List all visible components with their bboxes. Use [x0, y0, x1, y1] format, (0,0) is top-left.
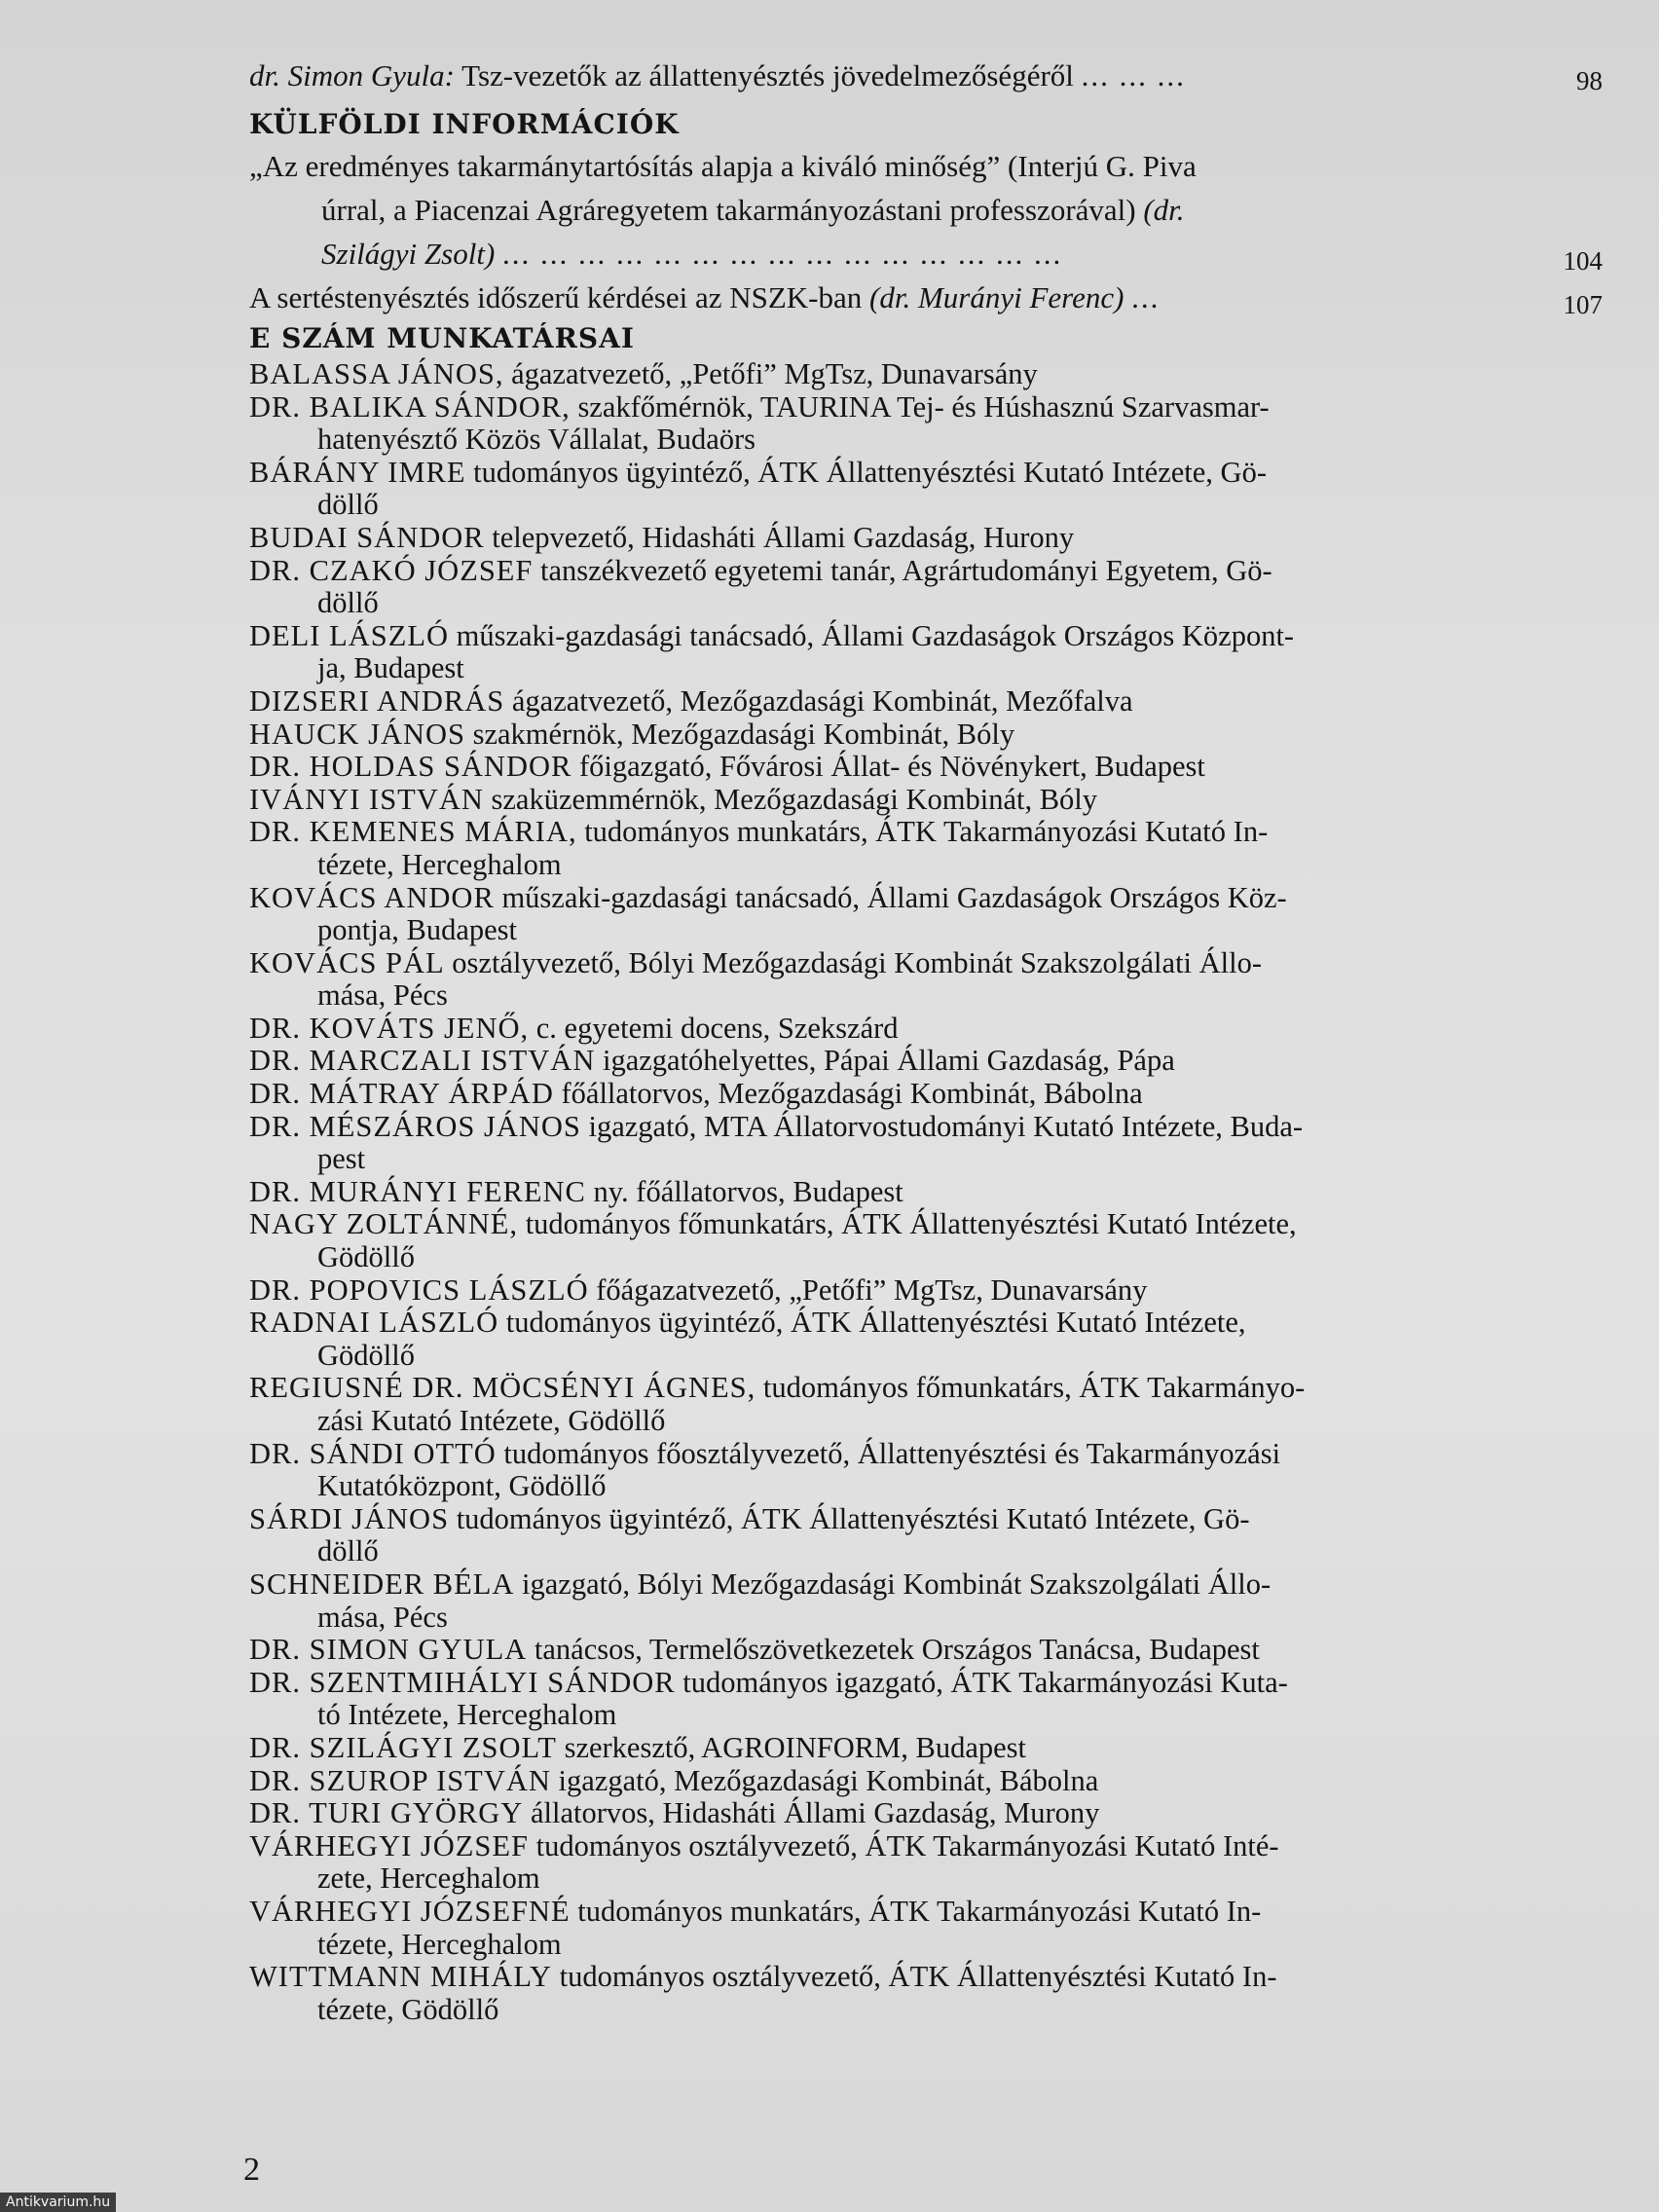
contributor-entry	[249, 1013, 1603, 1046]
contributor-name: DR. HOLDAS SÁNDOR	[249, 750, 572, 784]
contributor-name: DR. SÁNDI OTTÓ	[249, 1436, 497, 1470]
contributor-description: ágazatvezető, Mezőgazdasági Kombinát, Mezőfalva	[511, 683, 1133, 718]
contributor-name: KOVÁCS ANDOR	[249, 880, 495, 914]
contributor-line	[249, 1208, 1603, 1241]
section-heading-foreign: KÜLFÖLDI INFORMÁCIÓK	[249, 108, 680, 140]
contributor-description: főigazgató, Fővárosi Állat- és Növénykert, Budapest	[578, 750, 1205, 784]
contributor-name: VÁRHEGYI JÓZSEF	[249, 1828, 529, 1862]
contributor-entry	[249, 1045, 1603, 1078]
contributor-entry	[249, 1732, 1603, 1765]
toc-entry-interview-line2	[249, 188, 1603, 232]
contributor-entry	[249, 522, 1603, 555]
toc-entry-interview-line1	[249, 144, 1603, 188]
contributor-entry	[249, 1797, 1603, 1830]
contributor-line	[249, 1667, 1603, 1700]
contributor-continuation: döllő	[317, 586, 379, 620]
toc-text: úrral, a Piacenzai Agráregyetem takarmányozástani professzorával)	[321, 193, 1136, 227]
contributor-entry	[249, 719, 1603, 752]
contributor-description: szakfőmérnök, TAURINA Tej- és Húshasznú Szarvasmar-	[577, 389, 1270, 424]
contributor-line	[249, 1045, 1603, 1078]
contributor-description: műszaki-gazdasági tanácsadó, Állami Gazdaságok Országos Központ-	[456, 618, 1295, 652]
contributor-name: BALASSA JÁNOS,	[249, 357, 504, 390]
contributor-line	[249, 1568, 1603, 1602]
contributor-description: szerkesztő, AGROINFORM, Budapest	[564, 1730, 1026, 1764]
toc-title: Tsz-vezetők az állattenyésztés jövedelmezőségéről	[461, 58, 1074, 92]
contributor-continuation: tézete, Herceghalom	[317, 847, 562, 881]
contributor-name: DR. SIMON GYULA	[249, 1633, 528, 1667]
contributor-entry	[249, 947, 1603, 1013]
contributor-continuation: pest	[317, 1142, 366, 1176]
contributor-continuation: Gödöllő	[317, 1240, 415, 1274]
contributor-name: DELI LÁSZLÓ	[249, 618, 449, 652]
contributor-name: SÁRDI JÁNOS	[249, 1501, 450, 1535]
contributor-description: tudományos ügyintéző, ÁTK Állattenyésztési Kutató Intézete,	[505, 1306, 1246, 1340]
toc-entry-pig-breeding	[249, 276, 1603, 319]
contributor-description: tudományos osztályvezető, ÁTK Állattenyésztési Kutató In-	[559, 1960, 1277, 1994]
contributors-heading: E SZÁM MUNKATÁRSAI	[249, 322, 635, 354]
contributor-name: DR. POPOVICS LÁSZLÓ	[249, 1272, 589, 1307]
contributor-line	[249, 882, 1603, 915]
toc-italic: (dr.	[1143, 193, 1185, 227]
contributor-description: műszaki-gazdasági tanácsadó, Állami Gazdaságok Országos Köz-	[501, 880, 1287, 914]
toc-page-number: 104	[1563, 246, 1603, 276]
contributor-entry	[249, 1372, 1603, 1437]
contributor-continuation: tézete, Herceghalom	[317, 1927, 562, 1961]
contributor-name: DR. TURI GYÖRGY	[249, 1796, 524, 1830]
contributor-description: állatorvos, Hidasháti Állami Gazdaság, Murony	[530, 1796, 1100, 1830]
contributor-entry	[249, 457, 1603, 522]
contributor-entry	[249, 784, 1603, 817]
contributor-entry	[249, 1438, 1603, 1503]
contributor-name: DR. SZILÁGYI ZSOLT	[249, 1730, 557, 1764]
contributor-line	[249, 1765, 1603, 1798]
contributor-name: VÁRHEGYI JÓZSEFNÉ	[249, 1894, 571, 1928]
contributor-line	[249, 1372, 1603, 1405]
contributor-description: c. egyetemi docens, Szekszárd	[535, 1011, 899, 1045]
page-number: 2	[243, 2152, 260, 2188]
contributor-description: tudományos ügyintéző, ÁTK Állattenyésztési Kutató Intézete, Gö-	[473, 455, 1267, 489]
contributor-continuation: mása, Pécs	[317, 1600, 448, 1634]
contributor-line	[249, 719, 1603, 752]
contributor-entry	[249, 1111, 1603, 1176]
contributor-continuation: döllő	[317, 488, 379, 522]
toc-dots: ...	[1131, 280, 1161, 314]
contributor-name: DR. MÁTRAY ÁRPÁD	[249, 1077, 554, 1111]
contributor-line	[249, 1111, 1603, 1144]
contributor-name: DR. KOVÁTS JENŐ,	[249, 1011, 530, 1045]
contributor-entry	[249, 620, 1603, 685]
contributor-description: ny. főállatorvos, Budapest	[593, 1174, 903, 1208]
contributor-continuation: ja, Budapest	[317, 651, 464, 685]
contributor-entry	[249, 1634, 1603, 1667]
toc-italic: (dr. Murányi Ferenc)	[869, 280, 1124, 314]
toc-page-number: 107	[1563, 290, 1603, 319]
contributor-continuation: Kutatóközpont, Gödöllő	[317, 1469, 607, 1503]
contributor-name: REGIUSNÉ DR. MÖCSÉNYI ÁGNES,	[249, 1371, 756, 1405]
contributor-line	[249, 391, 1603, 424]
contributor-name: HAUCK JÁNOS	[249, 717, 465, 751]
contributor-name: NAGY ZOLTÁNNÉ,	[249, 1207, 519, 1241]
toc-entry-interview-line3	[249, 232, 1603, 276]
contributor-description: tanácsos, Termelőszövetkezetek Országos Tanácsa, Budapest	[534, 1633, 1260, 1667]
contributor-description: igazgató, Mezőgazdasági Kombinát, Bábolna	[558, 1763, 1099, 1797]
contributor-entry	[249, 1503, 1603, 1568]
toc-dots: ... ... ...	[1081, 58, 1186, 92]
contributor-line	[249, 1503, 1603, 1536]
contributor-description: igazgató, MTA Állatorvostudományi Kutató Intézete, Buda-	[588, 1109, 1304, 1143]
contributor-name: IVÁNYI ISTVÁN	[249, 782, 484, 816]
content	[249, 54, 1603, 2026]
contributor-entry	[249, 1667, 1603, 1732]
contributor-entry	[249, 1176, 1603, 1209]
contributor-description: tudományos főmunkatárs, ÁTK Állattenyésztési Kutató Intézete,	[525, 1207, 1297, 1241]
contributor-line	[249, 358, 1603, 391]
contributor-line	[249, 1078, 1603, 1111]
contributor-description: tudományos igazgató, ÁTK Takarmányozási Kuta-	[682, 1665, 1288, 1699]
contributor-name: DR. SZENTMIHÁLYI SÁNDOR	[249, 1665, 676, 1699]
contributor-entry	[249, 1568, 1603, 1634]
contributor-line	[249, 1307, 1603, 1340]
contributor-description: tudományos főosztályvezető, Állattenyésztési és Takarmányozási	[503, 1436, 1281, 1470]
contributor-line	[249, 947, 1603, 980]
contributor-description: főállatorvos, Mezőgazdasági Kombinát, Bábolna	[561, 1077, 1143, 1111]
contributor-entry	[249, 1307, 1603, 1372]
contributor-continuation: zete, Herceghalom	[317, 1862, 540, 1896]
contributor-description: tudományos ügyintéző, ÁTK Állattenyésztési Kutató Intézete, Gö-	[456, 1501, 1250, 1535]
contributor-name: WITTMANN MIHÁLY	[249, 1960, 552, 1994]
contributor-name: DR. MURÁNYI FERENC	[249, 1174, 586, 1208]
contributor-entry	[249, 1765, 1603, 1798]
contributor-line	[249, 1797, 1603, 1830]
contributor-entry	[249, 391, 1603, 457]
contributor-line	[249, 457, 1603, 490]
contributor-description: tudományos munkatárs, ÁTK Takarmányozási Kutató In-	[584, 815, 1269, 849]
contributor-name: BUDAI SÁNDOR	[249, 520, 485, 554]
contributor-name: BÁRÁNY IMRE	[249, 455, 466, 489]
contributor-description: tudományos osztályvezető, ÁTK Takarmányozási Kutató Inté-	[535, 1828, 1279, 1862]
contributor-line	[249, 1013, 1603, 1046]
contributor-description: tudományos főmunkatárs, ÁTK Takarmányo-	[762, 1371, 1306, 1405]
contributor-line	[249, 1176, 1603, 1209]
toc-entry-simon	[249, 54, 1603, 97]
contributor-name: DR. MÉSZÁROS JÁNOS	[249, 1109, 581, 1143]
contributor-description: igazgatóhelyettes, Pápai Állami Gazdaság, Pápa	[602, 1044, 1175, 1078]
contributor-line	[249, 555, 1603, 588]
contributor-description: telepvezető, Hidasháti Állami Gazdaság, Hurony	[492, 520, 1075, 554]
contributor-continuation: zási Kutató Intézete, Gödöllő	[317, 1404, 666, 1437]
contributor-entry	[249, 685, 1603, 719]
contributor-name: DR. BALIKA SÁNDOR,	[249, 389, 571, 424]
contributor-entry	[249, 1078, 1603, 1111]
contributor-name: DR. MARCZALI ISTVÁN	[249, 1044, 596, 1078]
contributor-line	[249, 784, 1603, 817]
contributor-entry	[249, 1961, 1603, 2026]
contributor-continuation: tó Intézete, Herceghalom	[317, 1698, 617, 1732]
toc-text: A sertéstenyésztés időszerű kérdései az NSZK-ban	[249, 280, 863, 314]
contributor-line	[249, 1274, 1603, 1308]
contributor-name: SCHNEIDER BÉLA	[249, 1567, 515, 1601]
contributor-line	[249, 1438, 1603, 1471]
contributor-description: szakmérnök, Mezőgazdasági Kombinát, Bóly	[472, 717, 1015, 751]
watermark: Antikvarium.hu	[0, 2193, 116, 2212]
contributor-continuation: döllő	[317, 1534, 379, 1568]
contributor-continuation: hatenyésztő Közös Vállalat, Budaörs	[317, 423, 756, 457]
contributor-continuation: Gödöllő	[317, 1338, 415, 1372]
contributor-line	[249, 620, 1603, 653]
contributor-name: RADNAI LÁSZLÓ	[249, 1306, 499, 1340]
contributor-entry	[249, 1830, 1603, 1896]
contributor-name: DR. CZAKÓ JÓZSEF	[249, 553, 534, 587]
contributor-line	[249, 1732, 1603, 1765]
contributor-continuation: pontja, Budapest	[317, 913, 517, 947]
contributor-line	[249, 751, 1603, 784]
contributor-continuation: mása, Pécs	[317, 978, 448, 1013]
contributor-line	[249, 1634, 1603, 1667]
contributor-line	[249, 1830, 1603, 1863]
contributor-line	[249, 685, 1603, 719]
toc-italic: Szilágyi Zsolt)	[321, 237, 496, 271]
contributor-entry	[249, 1274, 1603, 1308]
contributor-line	[249, 1896, 1603, 1929]
contributor-name: DIZSERI ANDRÁS	[249, 683, 505, 718]
contributor-entry	[249, 751, 1603, 784]
contributor-line	[249, 522, 1603, 555]
contributor-entry	[249, 882, 1603, 947]
toc-text: „Az eredményes takarmánytartósítás alapja a kiváló minőség” (Interjú G. Piva	[249, 149, 1197, 183]
contributor-description: szaküzemmérnök, Mezőgazdasági Kombinát, Bóly	[491, 782, 1098, 816]
contributor-name: DR. SZUROP ISTVÁN	[249, 1763, 551, 1797]
contributor-description: tanszékvezető egyetemi tanár, Agrártudományi Egyetem, Gö-	[540, 553, 1272, 587]
contributor-description: igazgató, Bólyi Mezőgazdasági Kombinát Szakszolgálati Állo-	[522, 1567, 1272, 1601]
contributor-description: tudományos munkatárs, ÁTK Takarmányozási Kutató In-	[577, 1894, 1262, 1928]
contributor-continuation: tézete, Gödöllő	[317, 1992, 499, 2026]
contributor-name: KOVÁCS PÁL	[249, 945, 445, 979]
toc-dots: ... ... ... ... ... ... ... ... ... ... ... ... ... ... ...	[502, 237, 1063, 271]
contributor-entry	[249, 1896, 1603, 1961]
toc-page-number: 98	[1576, 66, 1603, 95]
contributor-description: főágazatvezető, „Petőfi” MgTsz, Dunavarsány	[596, 1272, 1148, 1307]
toc-author: dr. Simon Gyula:	[249, 58, 455, 92]
contributor-entry	[249, 358, 1603, 391]
contributor-name: DR. KEMENES MÁRIA,	[249, 815, 577, 849]
contributor-description: osztályvezető, Bólyi Mezőgazdasági Kombinát Szakszolgálati Állo-	[452, 945, 1263, 979]
contributor-entry	[249, 816, 1603, 881]
contributor-entry	[249, 555, 1603, 620]
contributors-list	[249, 358, 1603, 2026]
contributor-line	[249, 1961, 1603, 1994]
contributor-description: ágazatvezető, „Petőfi” MgTsz, Dunavarsány	[511, 357, 1038, 390]
contributor-entry	[249, 1208, 1603, 1273]
contributor-line	[249, 816, 1603, 849]
